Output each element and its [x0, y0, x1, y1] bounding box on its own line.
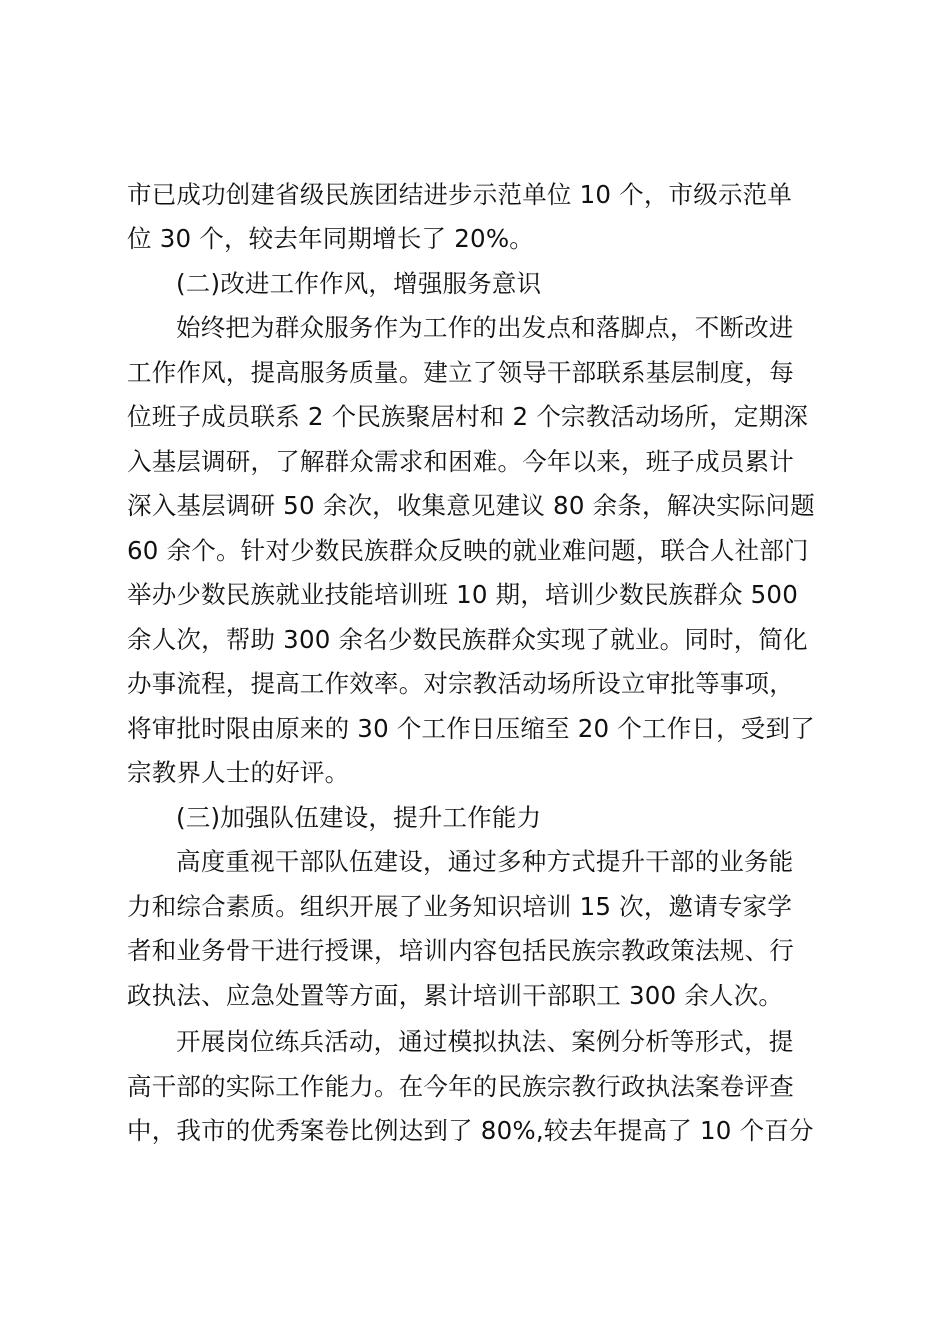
text-line: 位班子成员联系 2 个民族聚居村和 2 个宗教活动场所，定期深	[127, 402, 809, 431]
text-line: 政执法、应急处置等方面，累计培训干部职工 300 余人次。	[127, 981, 784, 1010]
text-line: 中，我市的优秀案卷比例达到了 80%,较去年提高了 10 个百分	[127, 1116, 814, 1145]
text-line: 高度重视干部队伍建设，通过多种方式提升干部的业务能	[176, 847, 794, 876]
text-line: 余人次，帮助 300 余名少数民族群众实现了就业。同时，简化	[127, 625, 808, 654]
text-line: 举办少数民族就业技能培训班 10 期，培训少数民族群众 500	[127, 580, 798, 609]
text-line: 力和综合素质。组织开展了业务知识培训 15 次，邀请专家学	[127, 892, 793, 921]
text-line: 者和业务骨干进行授课，培训内容包括民族宗教政策法规、行	[127, 936, 794, 965]
text-line: 始终把为群众服务作为工作的出发点和落脚点，不断改进	[176, 313, 794, 342]
text-line: 60 余个。针对少数民族群众反映的就业难问题，联合人社部门	[127, 536, 809, 565]
text-line: 位 30 个，较去年同期增长了 20%。	[127, 224, 534, 253]
text-line: 入基层调研，了解群众需求和困难。今年以来，班子成员累计	[127, 447, 794, 476]
text-line: 深入基层调研 50 余次，收集意见建议 80 余条，解决实际问题	[127, 491, 815, 520]
section-heading: (三)加强队伍建设，提升工作能力	[176, 803, 542, 832]
text-line: 高干部的实际工作能力。在今年的民族宗教行政执法案卷评查	[127, 1072, 794, 1101]
text-line: 工作作风，提高服务质量。建立了领导干部联系基层制度，每	[127, 358, 794, 387]
text-line: 办事流程，提高工作效率。对宗教活动场所设立审批等事项，	[127, 669, 794, 698]
text-line: 宗教界人士的好评。	[127, 758, 350, 787]
text-line: 开展岗位练兵活动，通过模拟执法、案例分析等形式，提	[176, 1027, 794, 1056]
text-line: 将审批时限由原来的 30 个工作日压缩至 20 个工作日，受到了	[127, 714, 815, 743]
text-line: 市已成功创建省级民族团结进步示范单位 10 个，市级示范单	[127, 180, 793, 209]
section-heading: (二)改进工作作风，增强服务意识	[176, 269, 542, 298]
